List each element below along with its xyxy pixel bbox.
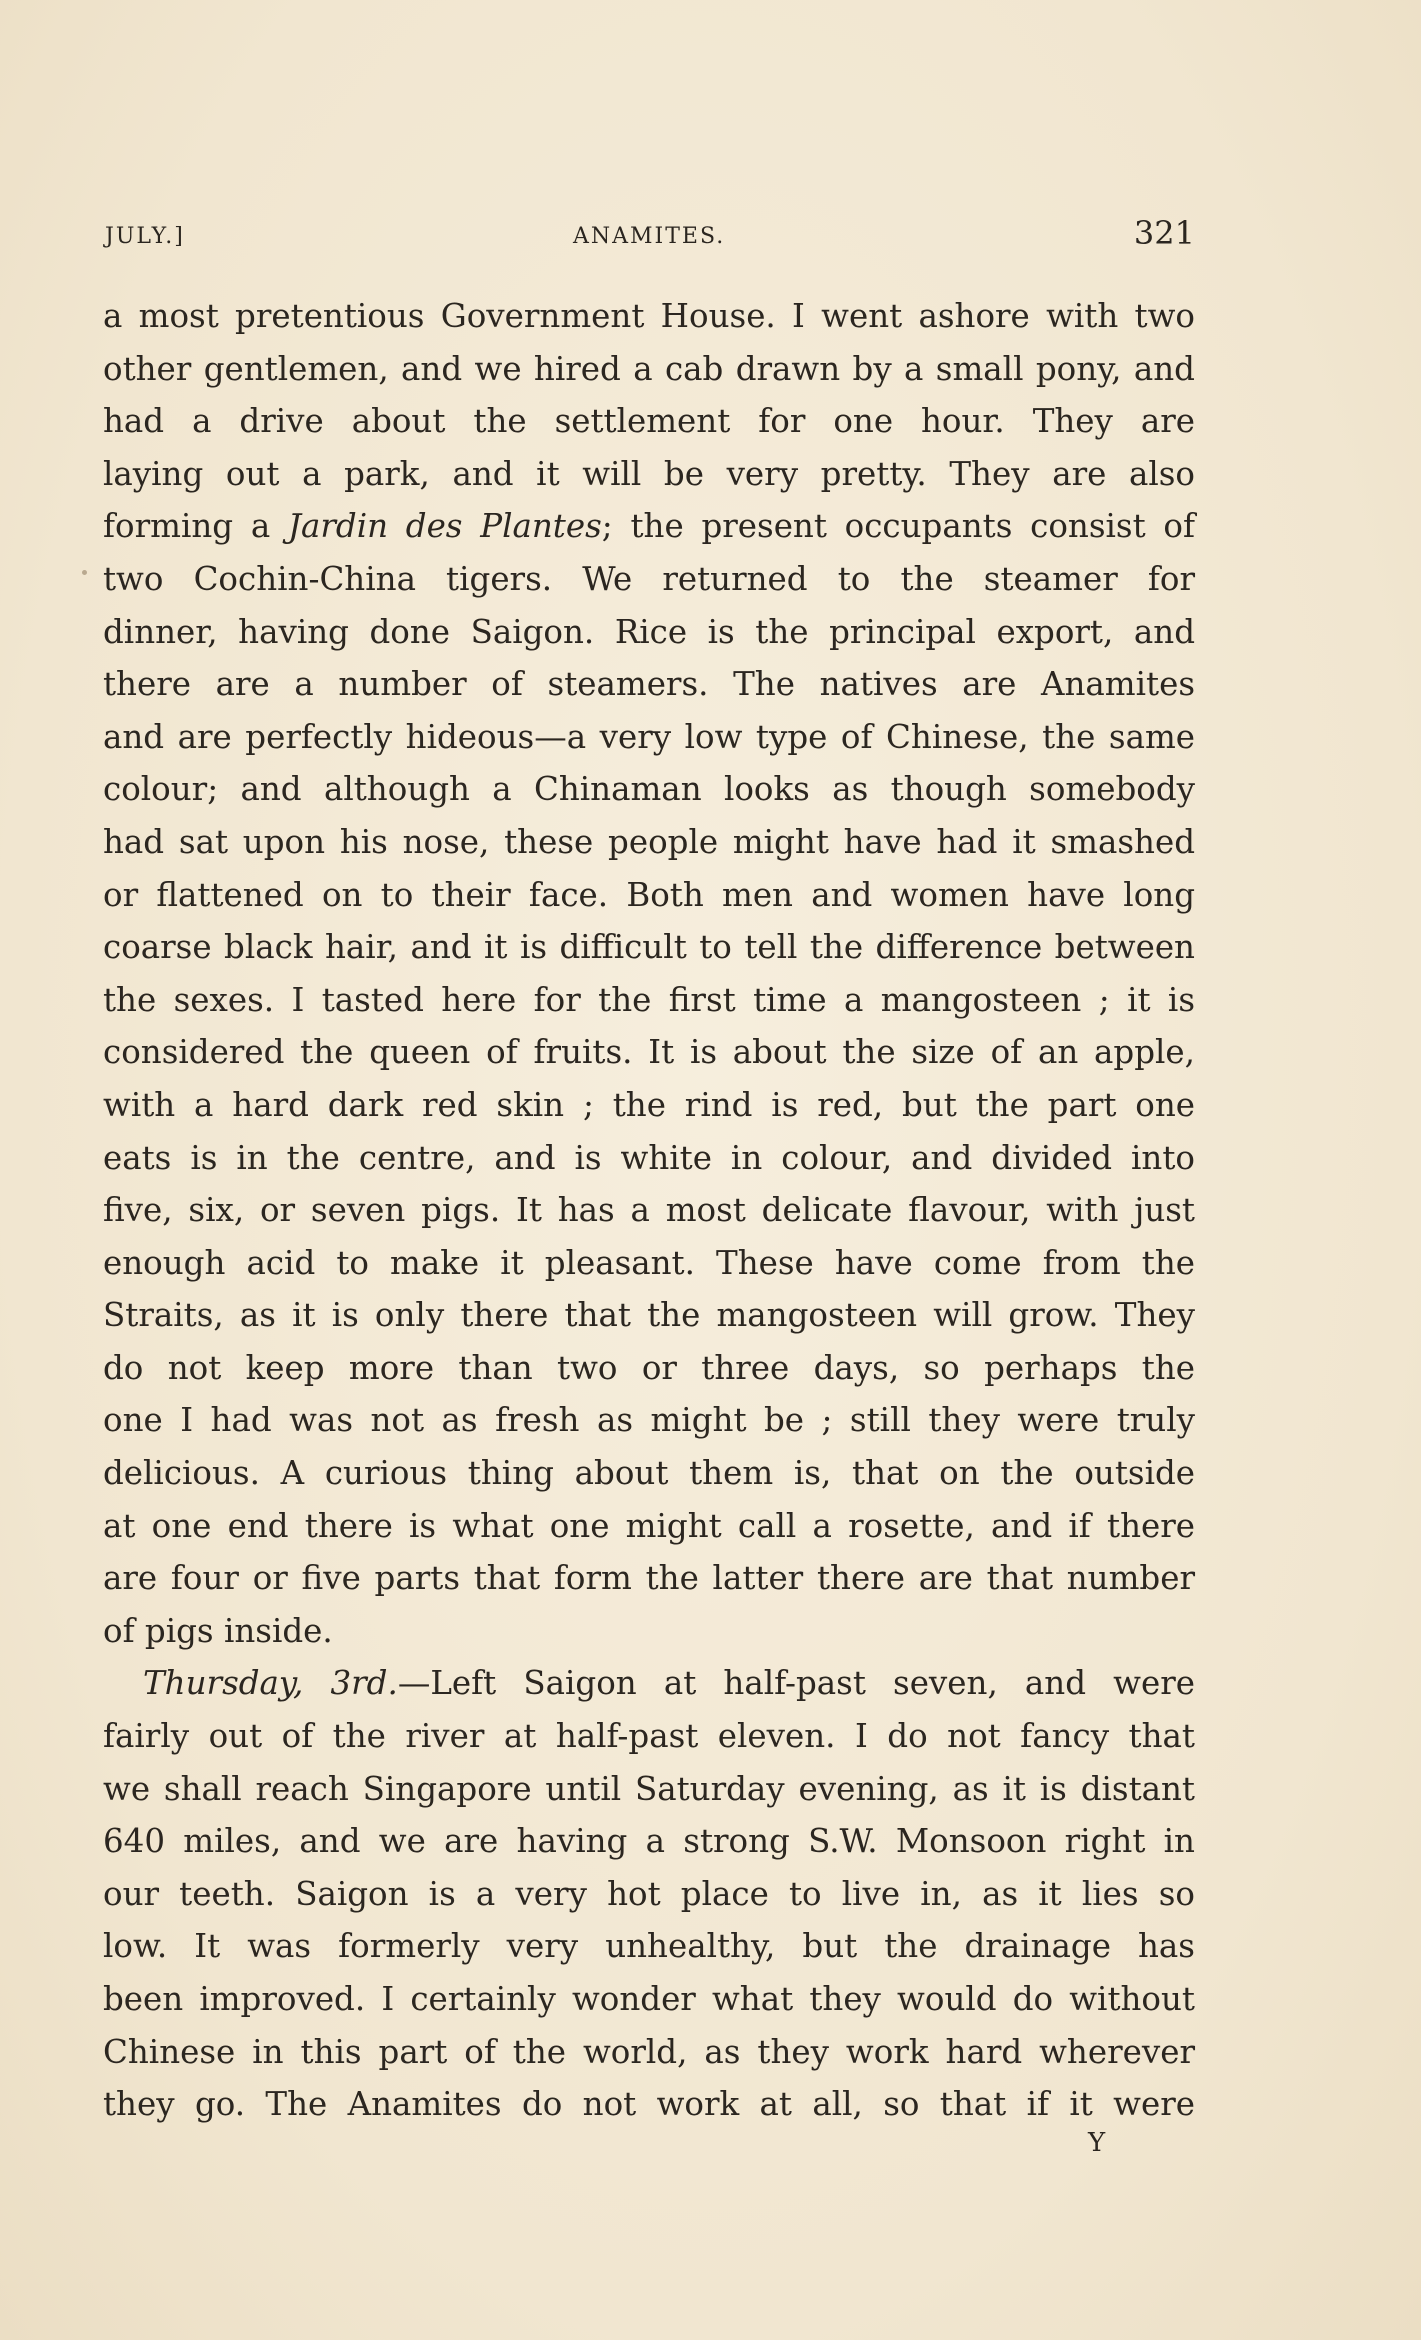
text-line: we shall reach Singapore until Saturday evening, as it is distant [103, 1769, 1195, 1808]
text-line: two Cochin-China tigers. We returned to the steamer for [103, 559, 1195, 598]
text-line: a most pretentious Government House. I went ashore with two [103, 297, 1195, 335]
text-line: forming a Jardin des Plantes; the present occupants consist of [103, 507, 1196, 546]
header-title: ANAMITES. [573, 224, 726, 249]
text-line: 640 miles, and we are having a strong S.W. Monsoon right in [103, 1822, 1195, 1861]
text-line: at one end there is what one might call a rosette, and if there [103, 1506, 1195, 1545]
running-header [105, 214, 1195, 264]
text-line: eats is in the centre, and is white in colour, and divided into [103, 1138, 1195, 1177]
text-line: delicious. A curious thing about them is, that on the outside [103, 1454, 1195, 1493]
text-line-dated: Thursday, 3rd.—Left Saigon at half-past seven, and were [143, 1664, 1195, 1703]
date-heading: Thursday, 3rd. [143, 1664, 398, 1703]
signature-mark: Y [1088, 2128, 1106, 2158]
text-line: and are perfectly hideous—a very low type of Chinese, the same [103, 717, 1195, 756]
text-line: dinner, having done Saigon. Rice is the principal export, and [103, 612, 1195, 651]
text-line: been improved. I certainly wonder what they would do without [103, 1980, 1195, 2018]
body-text [103, 290, 1195, 2131]
text-line: Straits, as it is only there that the mangosteen will grow. They [103, 1296, 1195, 1335]
text-line: considered the queen of fruits. It is about the size of an apple, [103, 1033, 1195, 1072]
text-line: they go. The Anamites do not work at all, so that if it were [103, 2085, 1195, 2124]
text-line: Chinese in this part of the world, as they work hard wherever [103, 2032, 1195, 2071]
text-line: there are a number of steamers. The natives are Anamites [103, 665, 1195, 704]
text-line: low. It was formerly very unhealthy, but the drainage has [103, 1927, 1195, 1966]
text-line: other gentlemen, and we hired a cab drawn by a small pony, and [103, 349, 1195, 388]
italic-phrase: Jardin des Plantes [287, 507, 602, 546]
paper-speck [82, 570, 87, 575]
text-line: of pigs inside. [103, 1611, 333, 1650]
page-number: 321 [1133, 214, 1195, 252]
text-line: or flattened on to their face. Both men and women have long [103, 875, 1195, 914]
text-line: had sat upon his nose, these people might have had it smashed [103, 822, 1195, 861]
text-line: enough acid to make it pleasant. These have come from the [103, 1243, 1195, 1282]
text-line: laying out a park, and it will be very pretty. They are also [103, 454, 1195, 493]
text-line: one I had was not as fresh as might be ; still they were truly [103, 1401, 1195, 1440]
text-line: our teeth. Saigon is a very hot place to live in, as it lies so [103, 1874, 1195, 1913]
text-line: with a hard dark red skin ; the rind is red, but the part one [103, 1085, 1195, 1124]
text-line: do not keep more than two or three days, so perhaps the [103, 1348, 1195, 1387]
text-line: the sexes. I tasted here for the first time a mangosteen ; it is [103, 980, 1195, 1019]
text-line: had a drive about the settlement for one hour. They are [103, 402, 1195, 441]
header-month: JULY.] [105, 224, 185, 249]
text-line: coarse black hair, and it is difficult to tell the difference between [103, 928, 1195, 967]
text-line: five, six, or seven pigs. It has a most delicate flavour, with just [103, 1191, 1195, 1230]
text-line: colour; and although a Chinaman looks as though somebody [103, 770, 1195, 809]
text-line: are four or five parts that form the latter there are that number [103, 1559, 1195, 1598]
text-line: fairly out of the river at half-past eleven. I do not fancy that [103, 1717, 1195, 1756]
